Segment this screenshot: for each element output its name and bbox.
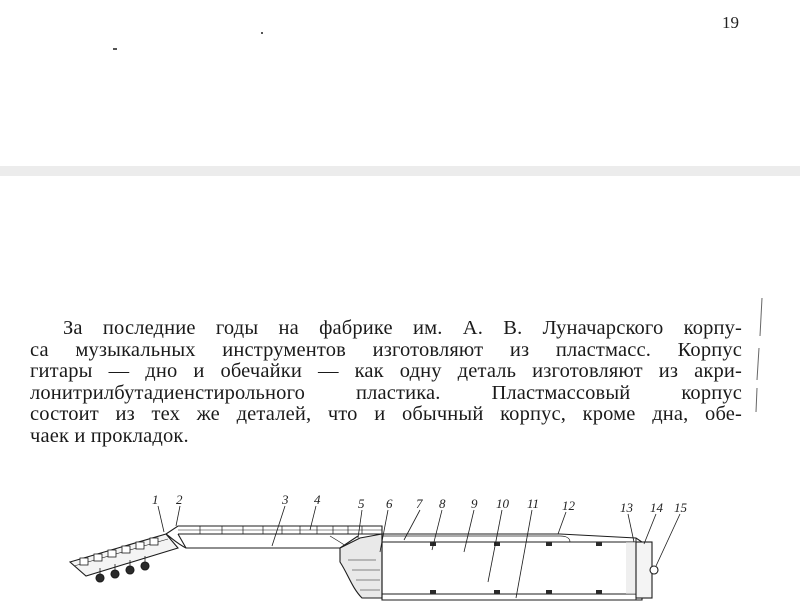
scan-speck <box>261 32 263 34</box>
callout-13: 13 <box>620 500 633 515</box>
page-number: 19 <box>722 13 739 32</box>
callout-1: 1 <box>152 492 159 507</box>
headstock <box>70 534 178 582</box>
scan-speck <box>113 48 117 50</box>
callout-5: 5 <box>358 496 365 511</box>
callout-15: 15 <box>674 500 687 515</box>
callout-labels <box>152 492 688 515</box>
text-line: лонитрилбутадиенстирольного пластика. Пластмассовый корпус <box>30 381 742 404</box>
callout-6: 6 <box>386 496 393 511</box>
guitar-section-figure <box>0 490 800 613</box>
body-paragraph <box>30 318 742 448</box>
callout-10: 10 <box>496 496 509 511</box>
callout-11: 11 <box>527 496 540 511</box>
guitar-body <box>382 534 658 600</box>
callout-leaders <box>158 506 680 598</box>
text-line: гитары — дно и обечайки — как одну деталь изготовляют из акри- <box>30 360 742 383</box>
callout-8: 8 <box>439 496 446 511</box>
guitar-section-drawing <box>0 490 800 613</box>
callout-3: 3 <box>282 492 289 507</box>
callout-9: 9 <box>471 496 478 511</box>
callout-12: 12 <box>562 498 575 513</box>
text-line: состоит из тех же деталей, что и обычный корпус, кроме дна, обе- <box>30 403 742 426</box>
page-separator <box>0 166 800 176</box>
text-line: чаек и прокладок. <box>30 424 189 447</box>
callout-14: 14 <box>650 500 663 515</box>
callout-4: 4 <box>314 492 321 507</box>
callout-7: 7 <box>416 496 423 511</box>
callout-2: 2 <box>176 492 183 507</box>
text-line: За последние годы на фабрике им. А. В. Луначарского корпу- <box>63 317 742 339</box>
text-line: са музыкальных инструментов изготовляют из пластмасс. Корпус <box>30 338 742 361</box>
margin-mark <box>748 296 768 416</box>
